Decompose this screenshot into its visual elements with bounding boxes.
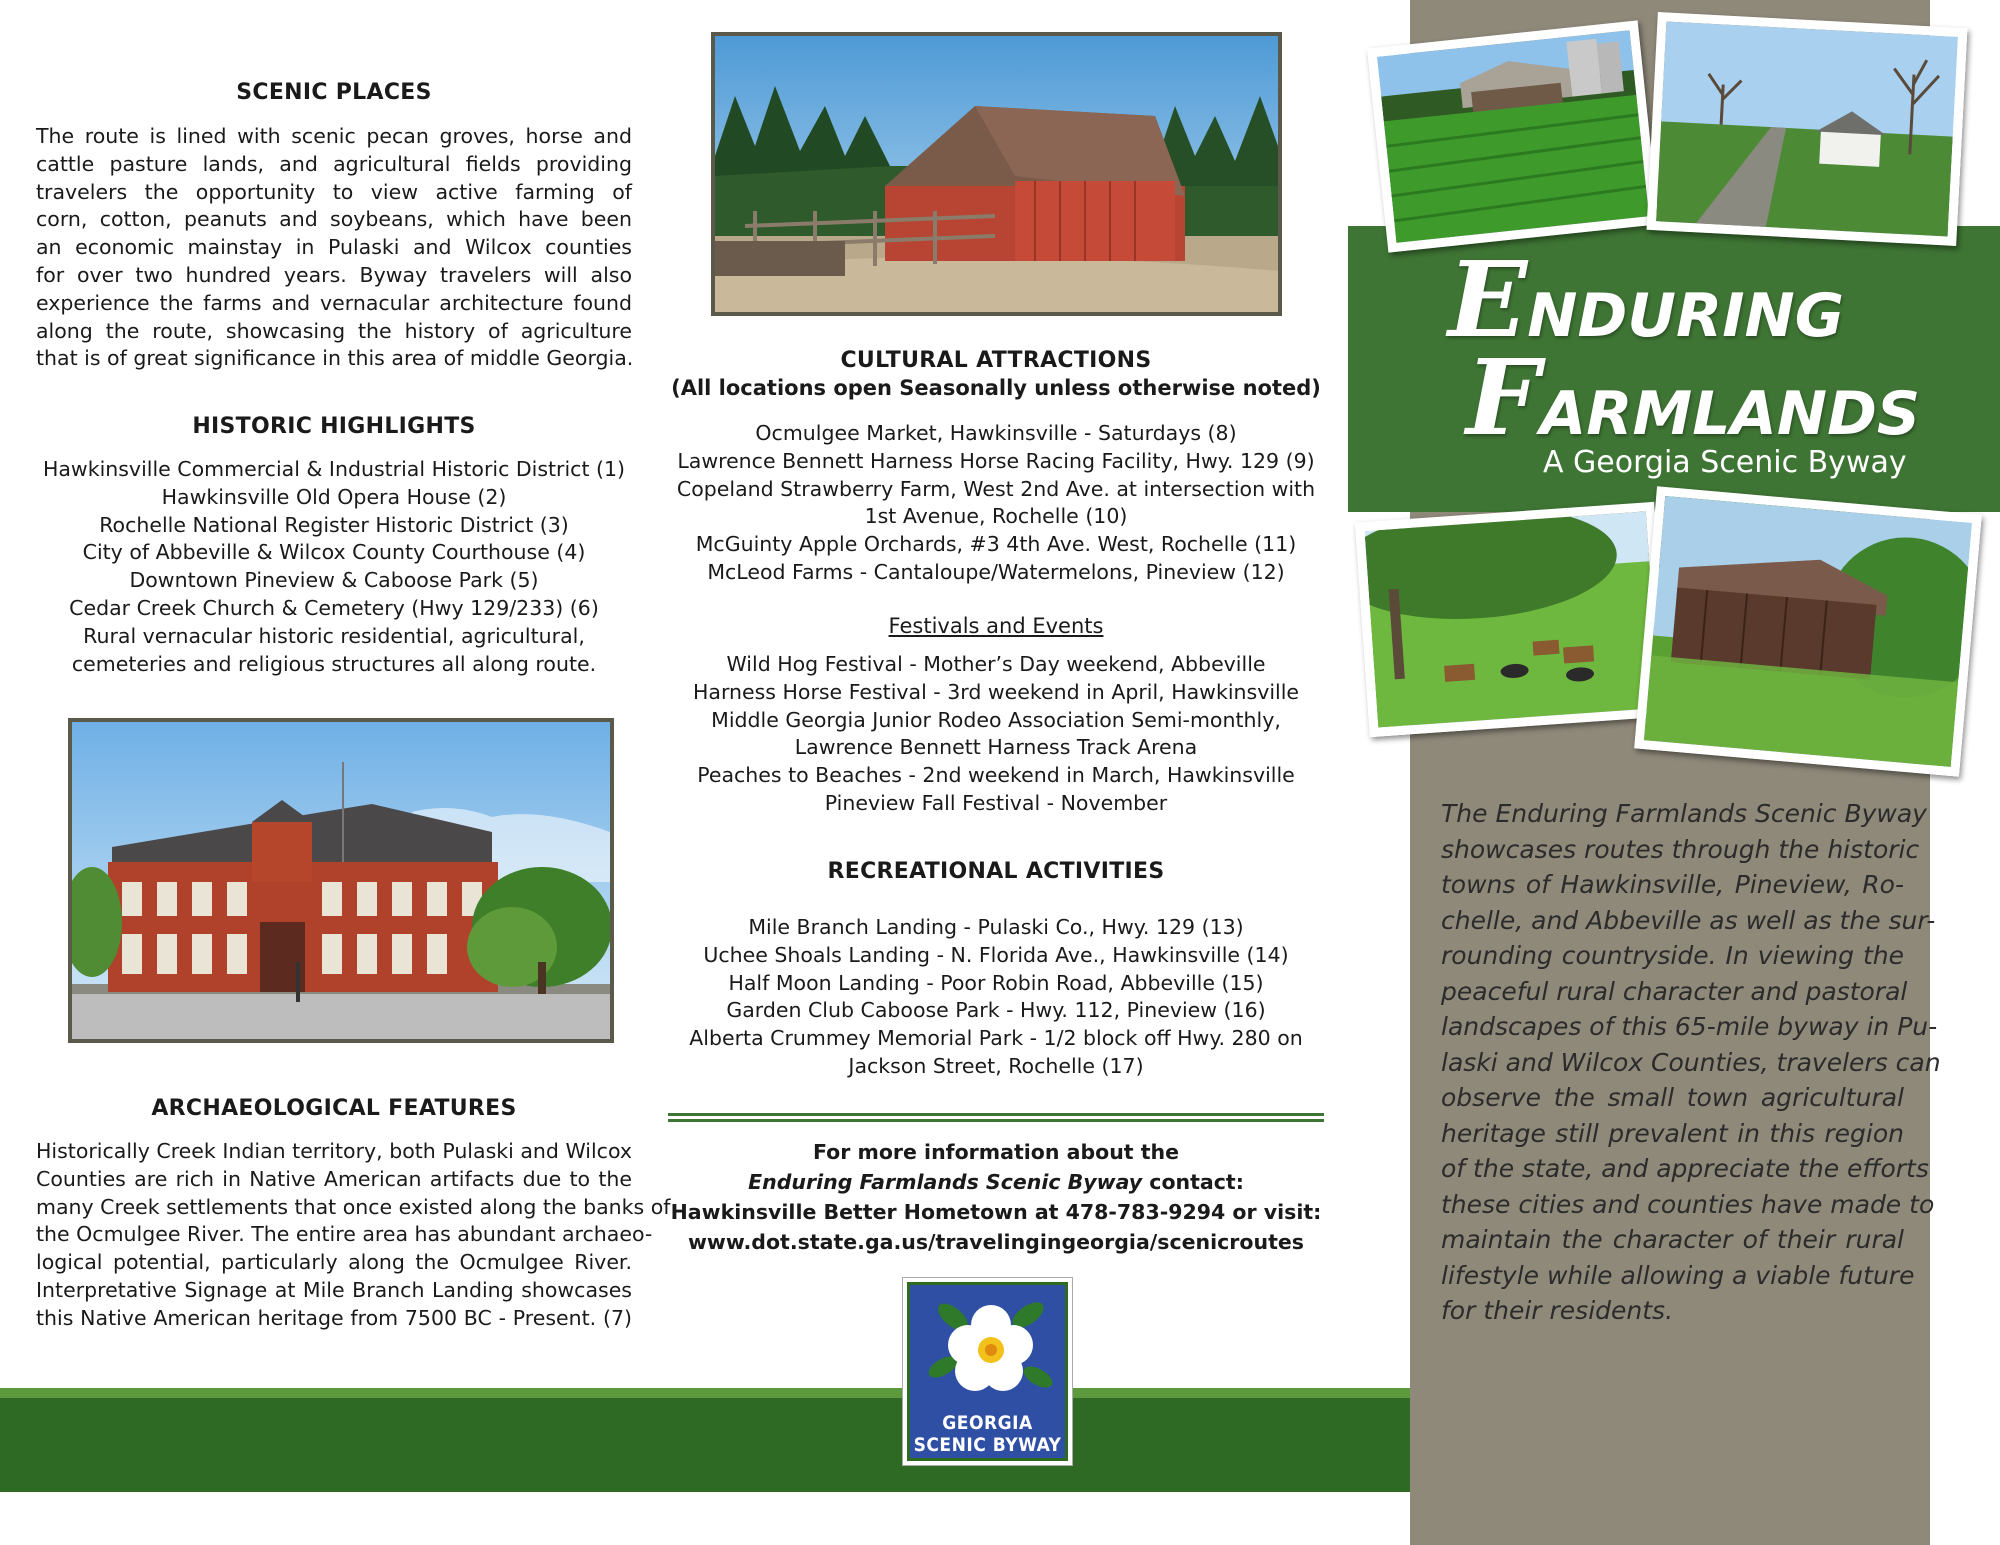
country-road-illustration [1656,21,1958,236]
contact-url[interactable]: www.dot.state.ga.us/travelingingeorgia/scenicroutes [687,1230,1304,1254]
list-item: Pineview Fall Festival - November [824,790,1168,815]
red-barn-illustration [715,36,1278,312]
recreational-list [668,914,1324,1081]
text-line: along the route, showcasing the history of agriculture [36,318,632,343]
logo-badge [907,1282,1068,1461]
list-item: Ocmulgee Market, Hawkinsville - Saturdays (8) [755,421,1237,445]
country-road-photo [1647,12,1968,246]
text-line: towns of Hawkinsville, Pineview, Ro- [1441,870,1904,899]
list-item: Lawrence Bennett Harness Horse Racing Facility, Hwy. 129 (9) [677,448,1315,473]
list-item: Rochelle National Register Historic District (3) [99,512,569,537]
text-line: experience the farms and vernacular architecture found [36,290,632,315]
text-line: the Ocmulgee River. The entire area has abundant archaeo- [36,1222,653,1247]
cover-title-line2 [1466,336,1920,459]
title-word-rest: ARMLANDS [1539,379,1921,449]
divider-line [668,1119,1324,1122]
text-line: rounding countryside. In viewing the [1441,941,1904,970]
list-item: Half Moon Landing - Poor Robin Road, Abbeville (15) [728,970,1264,995]
text-line: cattle pasture lands, and agricultural fields providing [36,151,632,176]
text-line: Counties are rich in Native American artifacts due to the [36,1166,632,1191]
title-initial-f: F [1466,336,1540,459]
text-line: for their residents. [1441,1296,1674,1325]
cattle-pasture-photo [1355,502,1669,737]
archaeological-text [36,1138,671,1333]
list-item: Middle Georgia Junior Rodeo Association Semi-monthly, [711,707,1281,732]
text-line: heritage still prevalent in this region [1441,1118,1904,1148]
cornfield-illustration [1377,30,1649,243]
list-item: McLeod Farms - Cantaloupe/Watermelons, Pineview (12) [707,559,1285,584]
text-line: corn, cotton, peanuts and soybeans, which have been [36,207,632,232]
logo-text-line2: SCENIC BYWAY [913,1434,1062,1456]
text-line: many Creek settlements that once existed along the banks of [36,1194,671,1219]
cover-description [1441,796,1941,1329]
scenic-places-heading: SCENIC PLACES [236,80,432,105]
contact-phone: Hawkinsville Better Hometown at 478-783-9294 or visit: [670,1200,1322,1224]
text-line: Interpretative Signage at Mile Branch Landing showcases [36,1277,632,1302]
text-line: that is of great significance in this area of middle Georgia. [36,346,634,371]
old-barn-photo [1634,486,1982,776]
text-line: peaceful rural character and pastoral [1441,976,1908,1006]
list-item: Copeland Strawberry Farm, West 2nd Ave. at intersection with [676,476,1316,501]
list-item: Downtown Pineview & Caboose Park (5) [129,568,539,593]
cultural-heading: CULTURAL ATTRACTIONS [840,348,1152,373]
divider-line [668,1113,1324,1116]
text-line: chelle, and Abbeville as well as the sur- [1441,905,1936,935]
title-initial-e: E [1448,238,1528,361]
list-item: Garden Club Caboose Park - Hwy. 112, Pineview (16) [726,998,1266,1023]
logo-text-line1: GEORGIA [942,1412,1033,1434]
text-line: of the state, and appreciate the efforts [1441,1154,1929,1183]
courthouse-photo [68,718,614,1043]
text-line: travelers the opportunity to view active farming of [36,179,632,204]
contact-block [668,1137,1324,1257]
red-barn-photo [711,32,1282,316]
cultural-list [668,420,1324,587]
list-item: Harness Horse Festival - 3rd weekend in April, Hawkinsville [692,679,1300,704]
text-line: showcases routes through the historic [1441,834,1920,864]
cherokee-rose-icon [913,1287,1068,1407]
scenic-places-text [36,123,632,373]
text-line: landscapes of this 65-mile byway in Pu- [1441,1012,1938,1041]
list-item: Wild Hog Festival - Mother’s Day weekend, Abbeville [726,652,1266,676]
text-line: The Enduring Farmlands Scenic Byway [1441,799,1927,828]
bottom-green-bar-highlight [0,1388,1410,1398]
list-item: cemeteries and religious structures all along route. [71,651,597,676]
old-barn-illustration [1644,496,1972,767]
cornfield-photo [1367,20,1659,252]
contact-line: For more information about the [812,1140,1180,1164]
list-item: City of Abbeville & Wilcox County Courthouse (4) [82,540,586,565]
list-item: Peaches to Beaches - 2nd weekend in March, Hawkinsville [697,763,1295,788]
text-line: logical potential, particularly along the Ocmulgee River. [36,1250,632,1275]
text-line: The route is lined with scenic pecan groves, horse and [36,124,632,148]
recreational-heading: RECREATIONAL ACTIVITIES [827,859,1165,884]
text-line: an economic mainstay in Pulaski and Wilcox counties [36,235,632,260]
georgia-scenic-byway-logo [903,1278,1072,1465]
text-line: maintain the character of their rural [1441,1225,1904,1254]
list-item: Hawkinsville Old Opera House (2) [161,484,507,509]
text-line: for over two hundred years. Byway travelers will also [36,262,632,287]
courthouse-illustration [72,722,610,1039]
byway-name: Enduring Farmlands Scenic Byway [748,1170,1143,1194]
contact-line [668,1167,1324,1197]
historic-highlights-heading: HISTORIC HIGHLIGHTS [192,414,476,439]
contact-suffix: contact: [1142,1170,1244,1194]
festivals-heading: Festivals and Events [888,614,1104,638]
text-line: Historically Creek Indian territory, both Pulaski and Wilcox [36,1139,632,1163]
text-line: this Native American heritage from 7500 BC - Present. (7) [36,1305,632,1330]
festivals-list [668,651,1324,818]
list-item: Alberta Crummey Memorial Park - 1/2 block off Hwy. 280 on [689,1026,1303,1051]
list-item: Uchee Shoals Landing - N. Florida Ave., Hawkinsville (14) [703,942,1289,967]
text-line: these cities and counties have made to [1441,1189,1935,1219]
text-line: laski and Wilcox Counties, travelers can [1441,1047,1941,1077]
list-item: Cedar Creek Church & Cemetery (Hwy 129/233) (6) [69,595,599,620]
cultural-subheading: (All locations open Seasonally unless otherwise noted) [671,376,1321,400]
text-line: lifestyle while allowing a viable future [1441,1260,1915,1290]
list-item: Mile Branch Landing - Pulaski Co., Hwy. 129 (13) [748,915,1244,939]
list-item: McGuinty Apple Orchards, #3 4th Ave. West, Rochelle (11) [695,532,1297,557]
list-item: Rural vernacular historic residential, agricultural, [83,623,585,648]
archaeological-heading: ARCHAEOLOGICAL FEATURES [151,1096,517,1121]
historic-highlights-list [36,456,632,678]
title-word-rest: NDURING [1527,281,1845,351]
list-item: Lawrence Bennett Harness Track Arena [794,735,1198,760]
cattle-pasture-illustration [1364,511,1659,727]
text-line: observe the small town agricultural [1441,1083,1904,1112]
bottom-green-bar [0,1388,1410,1492]
list-item: Jackson Street, Rochelle (17) [848,1053,1144,1078]
list-item: Hawkinsville Commercial & Industrial Historic District (1) [42,457,626,481]
list-item: 1st Avenue, Rochelle (10) [864,504,1128,529]
cover-subtitle: A Georgia Scenic Byway [1543,445,1907,480]
